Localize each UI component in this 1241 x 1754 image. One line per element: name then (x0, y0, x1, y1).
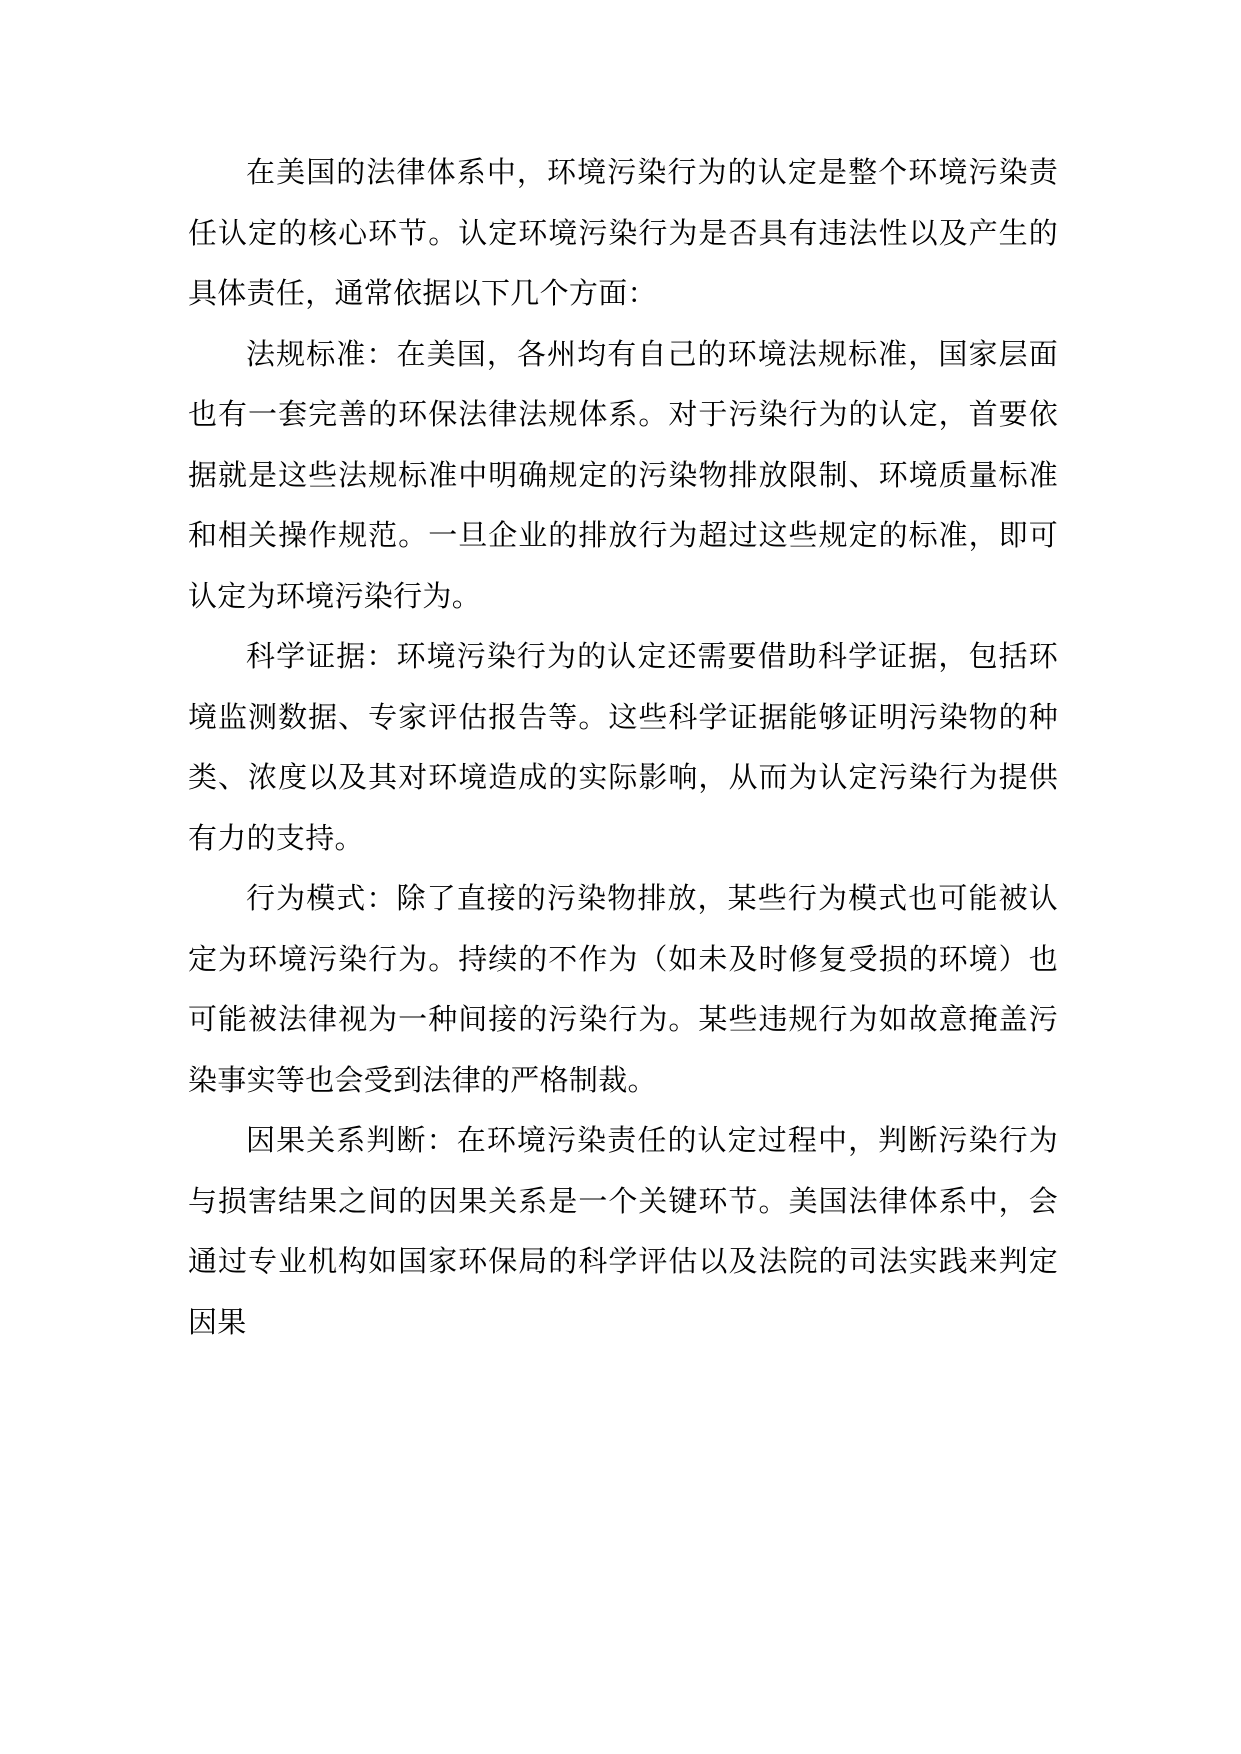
paragraph-behavior-patterns: 行为模式：除了直接的污染物排放，某些行为模式也可能被认定为环境污染行为。持续的不作为（如未及时修复受损的环境）也可能被法律视为一种间接的污染行为。某些违规行为如故意掩盖污染事实等也会受到法律的严格制裁。 (188, 881, 1058, 1097)
paragraph-regulatory-standards: 法规标准：在美国，各州均有自己的环境法规标准，国家层面也有一套完善的环保法律法规体系。对于污染行为的认定，首要依据就是这些法规标准中明确规定的污染物排放限制、环境质量标准和相关操作规范。一旦企业的排放行为超过这些规定的标准，即可认定为环境污染行为。 (188, 336, 1058, 613)
paragraph-intro: 在美国的法律体系中，环境污染行为的认定是整个环境污染责任认定的核心环节。认定环境污染行为是否具有违法性以及产生的具体责任，通常依据以下几个方面： (188, 155, 1058, 310)
document-body (188, 142, 1058, 1352)
paragraph-scientific-evidence: 科学证据：环境污染行为的认定还需要借助科学证据，包括环境监测数据、专家评估报告等。这些科学证据能够证明污染物的种类、浓度以及其对环境造成的实际影响，从而为认定污染行为提供有力的支持。 (188, 639, 1058, 855)
paragraph-causality: 因果关系判断：在环境污染责任的认定过程中，判断污染行为与损害结果之间的因果关系是一个关键环节。美国法律体系中，会通过专业机构如国家环保局的科学评估以及法院的司法实践来判定因果 (188, 1123, 1058, 1339)
